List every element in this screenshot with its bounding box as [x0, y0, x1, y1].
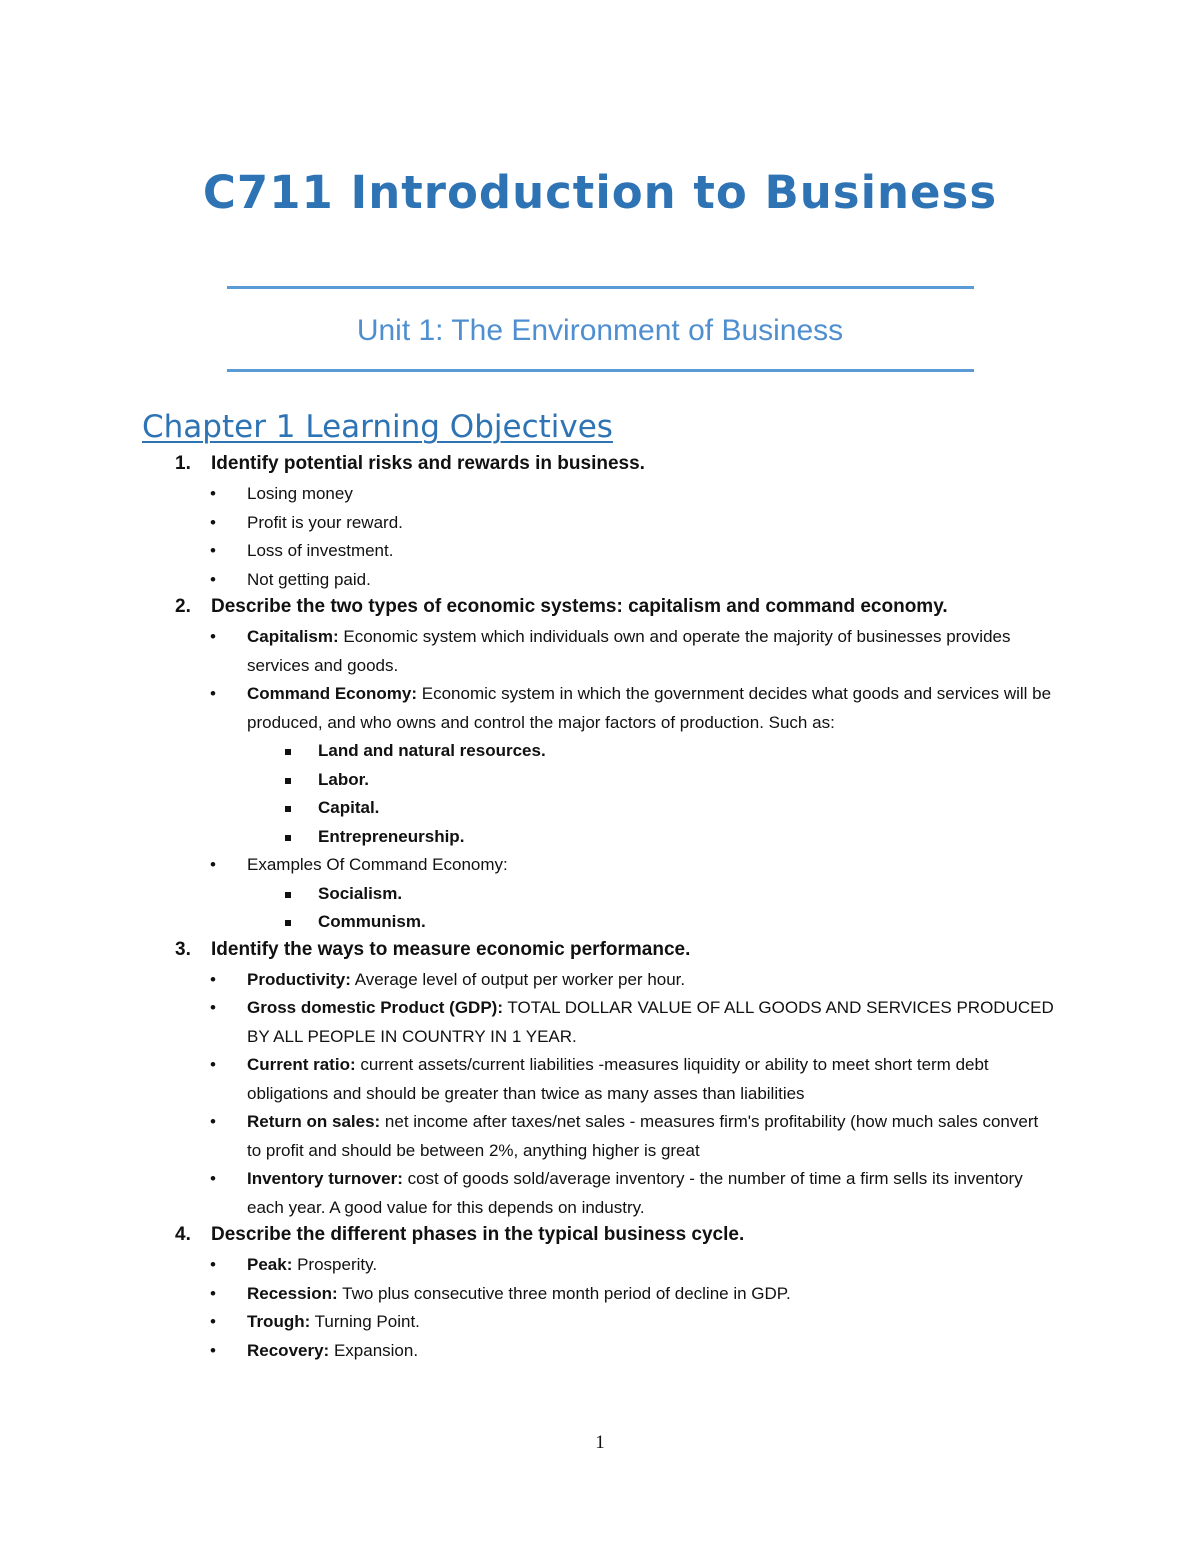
objective-text: Identify potential risks and rewards in business.: [211, 453, 645, 474]
bullet-icon: •: [210, 627, 216, 646]
objective-text: Describe the two types of economic systems: capitalism and command economy.: [211, 596, 948, 617]
top-divider: [227, 286, 974, 289]
item-term: Inventory turnover:: [247, 1169, 403, 1188]
bullet-icon: •: [210, 484, 216, 503]
list-item: [0, 994, 1057, 1051]
item-term: Capitalism:: [247, 627, 339, 646]
bullet-icon: •: [210, 1055, 216, 1074]
bullet-icon: •: [210, 1312, 216, 1331]
bullet-icon: •: [210, 1283, 216, 1303]
sub-item-text: Communism.: [318, 912, 426, 931]
list-item: [0, 480, 1057, 509]
item-term: Command Economy:: [247, 684, 418, 703]
bullet-icon: •: [210, 684, 216, 703]
item-text: Not getting paid.: [247, 569, 371, 589]
item-term: Recession:: [247, 1283, 338, 1303]
bullet-icon: •: [210, 998, 216, 1017]
item-text: Loss of investment.: [247, 541, 394, 560]
list-item: [0, 509, 1057, 538]
list-item: [0, 966, 1057, 995]
objective-number: 1.: [175, 453, 191, 474]
objective-number: 2.: [175, 596, 191, 617]
bullet-icon: •: [210, 541, 216, 560]
item-text: Turning Point.: [310, 1312, 420, 1331]
sub-list-item: [0, 880, 1200, 909]
bullet-icon: •: [210, 855, 216, 874]
sub-item-text: Entrepreneurship.: [318, 826, 465, 846]
list-item: [0, 1337, 1057, 1366]
item-term: Recovery:: [247, 1340, 330, 1360]
objectives-list: [0, 451, 1200, 1365]
sub-list-item: [0, 908, 1200, 937]
list-item: [0, 680, 1057, 737]
item-text: net income after taxes/net sales - measures firm's profitability (how much sales convert to profit and should be between 2%, anything higher is great: [247, 1112, 1039, 1160]
list-item: [0, 623, 1057, 680]
list-item: [0, 1280, 1057, 1309]
item-term: Productivity:: [247, 969, 351, 989]
sub-item-text: Land and natural resources.: [318, 741, 546, 760]
item-text: cost of goods sold/average inventory - the number of time a firm sells its inventory each year. A good value for this depends on industry.: [247, 1169, 1023, 1217]
objective-heading: [0, 937, 1200, 966]
item-text: Prosperity.: [292, 1255, 378, 1274]
item-text: Two plus consecutive three month period of decline in GDP.: [337, 1283, 791, 1303]
square-bullet-icon: [285, 892, 291, 898]
chapter-heading: Chapter 1 Learning Objectives: [142, 409, 613, 445]
item-text: Average level of output per worker per hour.: [350, 969, 686, 989]
objective-text: Describe the different phases in the typical business cycle.: [211, 1224, 745, 1245]
bullet-icon: •: [210, 969, 216, 989]
objective-heading: [0, 594, 1200, 623]
square-bullet-icon: [285, 806, 291, 812]
list-item: [0, 1108, 1057, 1165]
list-item: [0, 566, 1057, 595]
unit-heading: Unit 1: The Environment of Business: [356, 314, 844, 347]
item-text: Economic system which individuals own and operate the majority of businesses provides services and goods.: [247, 627, 1011, 675]
bullet-icon: •: [210, 1169, 216, 1188]
item-term: Current ratio:: [247, 1055, 356, 1074]
sub-item-text: Socialism.: [318, 883, 403, 903]
objective-number: 4.: [175, 1224, 191, 1245]
square-bullet-icon: [285, 920, 291, 926]
bullet-icon: •: [210, 1255, 216, 1274]
list-item: [0, 1308, 1057, 1337]
sub-list-item: [0, 823, 1200, 852]
item-text: Economic system in which the government decides what goods and services will be produced, and who owns and control the major factors of production. Such as:: [247, 684, 1052, 732]
bullet-icon: •: [210, 1112, 216, 1131]
item-text: Expansion.: [329, 1340, 419, 1360]
list-item: [0, 851, 1057, 880]
bullet-icon: •: [210, 512, 216, 532]
bullet-icon: •: [210, 1340, 216, 1360]
document-title: C711 Introduction to Business: [202, 166, 998, 219]
objective-heading: [0, 451, 1200, 480]
objective-heading: [0, 1222, 1200, 1251]
list-item: [0, 1051, 1057, 1108]
objective-text: Identify the ways to measure economic performance.: [211, 938, 691, 960]
item-term: Return on sales:: [247, 1112, 381, 1131]
square-bullet-icon: [285, 749, 291, 755]
item-text: Profit is your reward.: [247, 512, 403, 532]
sub-item-text: Labor.: [318, 769, 370, 789]
square-bullet-icon: [285, 835, 291, 841]
sub-list-item: [0, 794, 1200, 823]
sub-list-item: [0, 737, 1200, 766]
page-number: 1: [595, 1432, 605, 1453]
bottom-divider: [227, 369, 974, 372]
list-item: [0, 537, 1057, 566]
sub-list-item: [0, 766, 1200, 795]
objective-number: 3.: [175, 938, 191, 960]
item-text: Losing money: [247, 484, 353, 503]
sub-item-text: Capital.: [318, 798, 380, 817]
item-text: Examples Of Command Economy:: [247, 855, 508, 874]
item-text: current assets/current liabilities -measures liquidity or ability to meet short term debt obligations and should be greater than twice as many asses than liabilities: [247, 1055, 989, 1103]
item-text: TOTAL DOLLAR VALUE OF ALL GOODS AND SERVICES PRODUCED BY ALL PEOPLE IN COUNTRY IN 1 YEAR.: [247, 998, 1054, 1046]
item-term: Gross domestic Product (GDP):: [247, 998, 503, 1017]
list-item: [0, 1251, 1057, 1280]
item-term: Trough:: [247, 1312, 311, 1331]
item-term: Peak:: [247, 1255, 293, 1274]
list-item: [0, 1165, 1057, 1222]
bullet-icon: •: [210, 569, 216, 589]
square-bullet-icon: [285, 778, 291, 784]
